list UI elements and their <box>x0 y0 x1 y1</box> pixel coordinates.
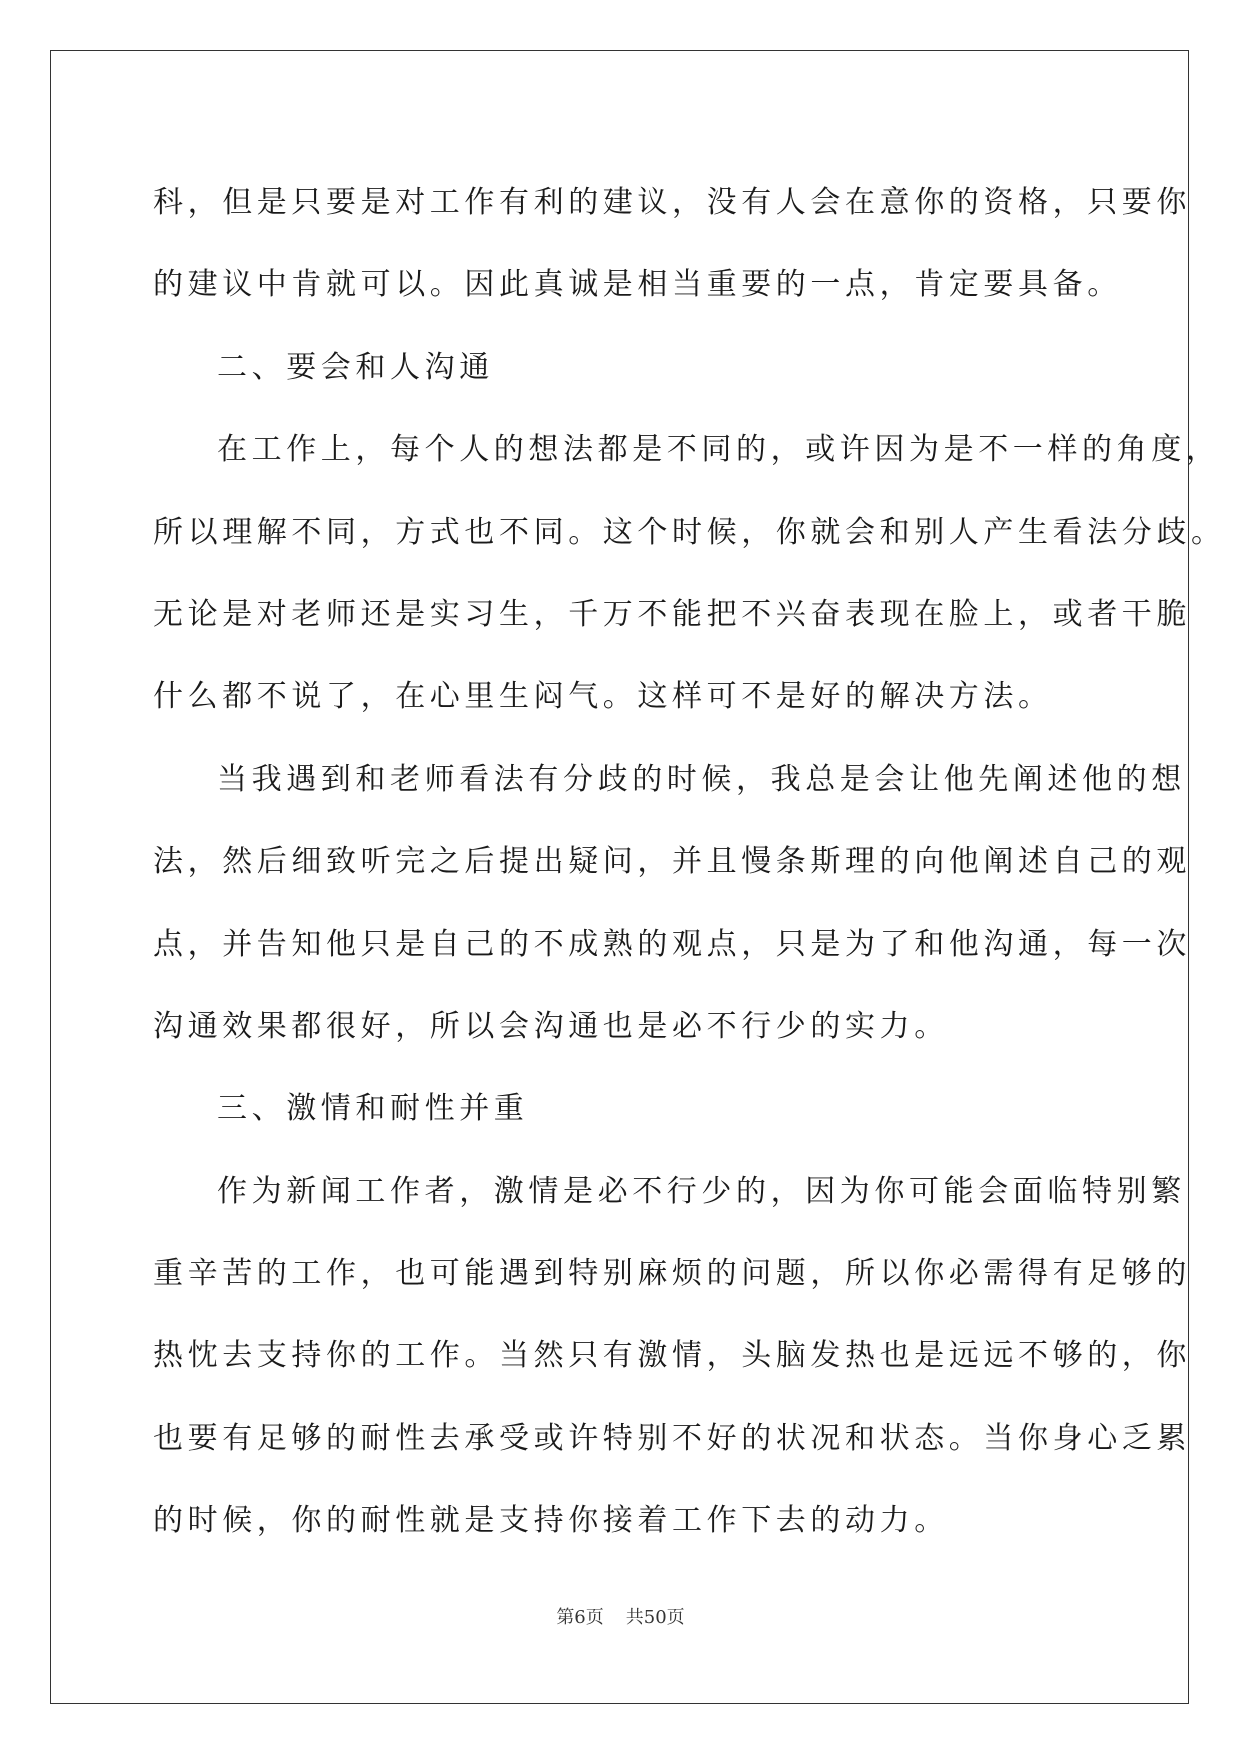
text-line: 所以理解不同，方式也不同。这个时候，你就会和别人产生看法分歧。 <box>153 514 1226 550</box>
text-line: 什么都不说了，在心里生闷气。这样可不是好的解决方法。 <box>153 679 1053 715</box>
text-line: 也要有足够的耐性去承受或许特别不好的状况和状态。当你身心乏累 <box>153 1420 1191 1456</box>
text-line: 在工作上，每个人的想法都是不同的，或许因为是不一样的角度， <box>217 432 1221 468</box>
text-line: 的建议中肯就可以。因此真诚是相当重要的一点，肯定要具备。 <box>153 267 1122 303</box>
document-body <box>153 162 1226 1563</box>
page-number: 第6页 <box>556 1607 604 1628</box>
text-line: 的时候，你的耐性就是支持你接着工作下去的动力。 <box>153 1503 949 1539</box>
text-line: 作为新闻工作者，激情是必不行少的，因为你可能会面临特别繁 <box>217 1173 1186 1209</box>
page-total: 共50页 <box>625 1607 685 1628</box>
page-footer <box>0 1606 1241 1630</box>
text-line: 无论是对老师还是实习生，千万不能把不兴奋表现在脸上，或者干脆 <box>153 596 1191 632</box>
text-line: 法，然后细致听完之后提出疑问，并且慢条斯理的向他阐述自己的观 <box>153 844 1191 880</box>
text-line: 重辛苦的工作，也可能遇到特别麻烦的问题，所以你必需得有足够的 <box>153 1256 1191 1292</box>
section-heading: 三、激情和耐性并重 <box>217 1091 529 1127</box>
text-line: 沟通效果都很好，所以会沟通也是必不行少的实力。 <box>153 1008 949 1044</box>
section-heading: 二、要会和人沟通 <box>217 349 494 385</box>
text-line: 点，并告知他只是自己的不成熟的观点，只是为了和他沟通，每一次 <box>153 926 1191 962</box>
text-line: 热忱去支持你的工作。当然只有激情，头脑发热也是远远不够的，你 <box>153 1338 1191 1374</box>
text-line: 科，但是只要是对工作有利的建议，没有人会在意你的资格，只要你 <box>153 185 1191 220</box>
text-line: 当我遇到和老师看法有分歧的时候，我总是会让他先阐述他的想 <box>217 761 1186 797</box>
